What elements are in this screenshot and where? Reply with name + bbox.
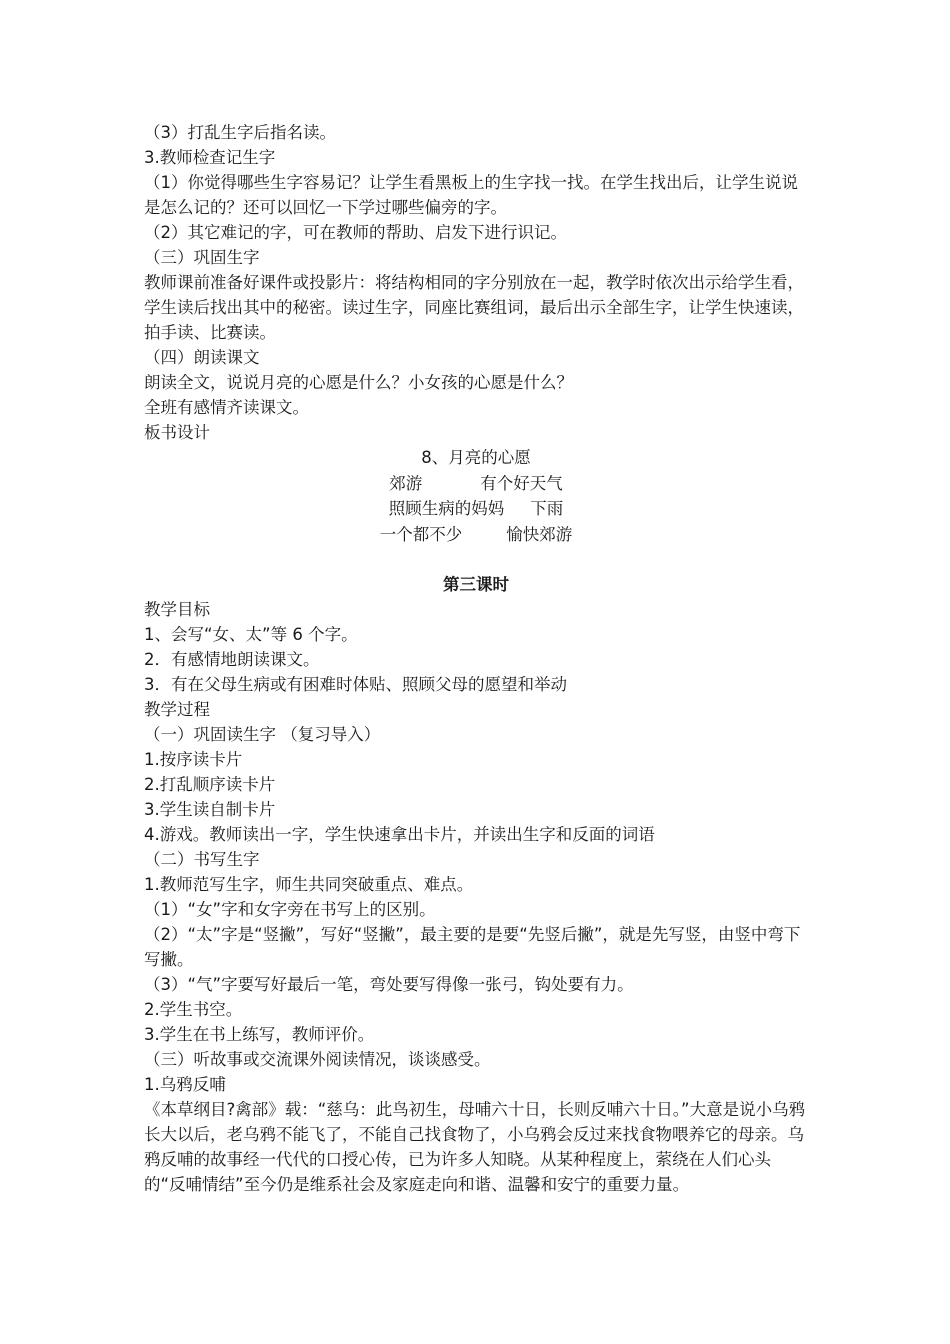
note-qi: （3）“气”字要写好最后一笔，弯处要写得像一张弓，钩处要有力。 (144, 975, 634, 994)
board-row-2-left: 照顾生病的妈妈 (388, 499, 505, 518)
board-title: 8、月亮的心愿 (421, 448, 531, 467)
step-air-writing: 2.学生书空。 (144, 1000, 243, 1019)
section-story: （三）听故事或交流课外阅读情况，谈谈感受。 (144, 1050, 491, 1069)
board-row-2-right: 下雨 (530, 499, 564, 518)
note-nv: （1）“女”字和女字旁在书写上的区别。 (144, 900, 436, 919)
section-write: （二）书写生字 (144, 850, 260, 869)
spacer (144, 547, 808, 572)
board-row-3 (144, 522, 808, 548)
board-row-1 (144, 471, 808, 497)
paragraph-courseware: 教师课前准备好课件或投影片：将结构相同的字分别放在一起，教学时依次出示给学生看，学生读后找出其中的秘密。读过生字，同座比赛组词，最后出示全部生字，让学生快速读，拍手读、比赛读。 (144, 273, 804, 342)
board-row-1-left: 郊游 (389, 473, 423, 493)
paragraph-read-full-text: 朗读全文，说说月亮的心愿是什么？小女孩的心愿是什么？ (144, 373, 573, 392)
label-board-design: 板书设计 (144, 423, 210, 442)
section-read-aloud: （四）朗读课文 (144, 348, 260, 367)
board-row-3-left: 一个都不少 (379, 524, 463, 544)
step-own-cards: 3.学生读自制卡片 (144, 800, 276, 819)
section-review: （一）巩固读生字 （复习导入） (144, 725, 381, 744)
paragraph-shuffle-read: （3）打乱生字后指名读。 (144, 123, 336, 142)
paragraph-class-read: 全班有感情齐读课文。 (144, 398, 309, 417)
story-body: 《本草纲目?禽部》载：“慈乌：此鸟初生，母哺六十日，长则反哺六十日。”大意是说小乌鸦长大以后，老乌鸦不能飞了，不能自己找食物了，小乌鸦会反过来找食物喂养它的母亲。乌鸦反哺的故事经一代代的口授心传，已为许多人知晓。从某种程度上，萦绕在人们心头的“反哺情结”至今仍是维系社会及家庭走向和谐、温馨和安宁的重要力量。 (144, 1100, 806, 1194)
goal-1: 1、会写“女、太”等 6 个字。 (144, 625, 358, 644)
step-game: 4.游戏。教师读出一字，学生快速拿出卡片，并读出生字和反面的词语 (144, 825, 655, 844)
goal-2: 2．有感情地朗读课文。 (144, 650, 320, 669)
step-practice: 3.学生在书上练写，教师评价。 (144, 1025, 375, 1044)
story-title: 1.乌鸦反哺 (144, 1075, 226, 1094)
paragraph-check-memory: 3.教师检查记生字 (144, 148, 276, 167)
board-row-1-right: 有个好天气 (480, 473, 563, 493)
document-body (144, 120, 808, 1197)
step-model-writing: 1.教师范写生字，师生共同突破重点、难点。 (144, 875, 474, 894)
board-row-3-right: 愉快郊游 (506, 524, 573, 544)
label-teaching-goals: 教学目标 (144, 600, 210, 619)
step-shuffle-cards: 2.打乱顺序读卡片 (144, 775, 276, 794)
paragraph-easy-words: （1）你觉得哪些生字容易记？让学生看黑板上的生字找一找。在学生找出后，让学生说说是怎么记的？还可以回忆一下学过哪些偏旁的字。 (144, 173, 798, 217)
lesson-heading: 第三课时 (443, 575, 509, 594)
note-tai: （2）“太”字是“竖撇”，写好“竖撇”，最主要的是要“先竖后撇”，就是先写竖，由竖中弯下写撇。 (144, 925, 801, 969)
board-row-2 (144, 496, 808, 522)
step-read-cards: 1.按序读卡片 (144, 750, 243, 769)
label-teaching-process: 教学过程 (144, 700, 210, 719)
paragraph-hard-words: （2）其它难记的字，可在教师的帮助、启发下进行识记。 (144, 223, 567, 242)
goal-3: 3．有在父母生病或有困难时体贴、照顾父母的愿望和举动 (144, 675, 567, 694)
board-design (144, 445, 808, 547)
section-consolidate: （三）巩固生字 (144, 248, 260, 267)
